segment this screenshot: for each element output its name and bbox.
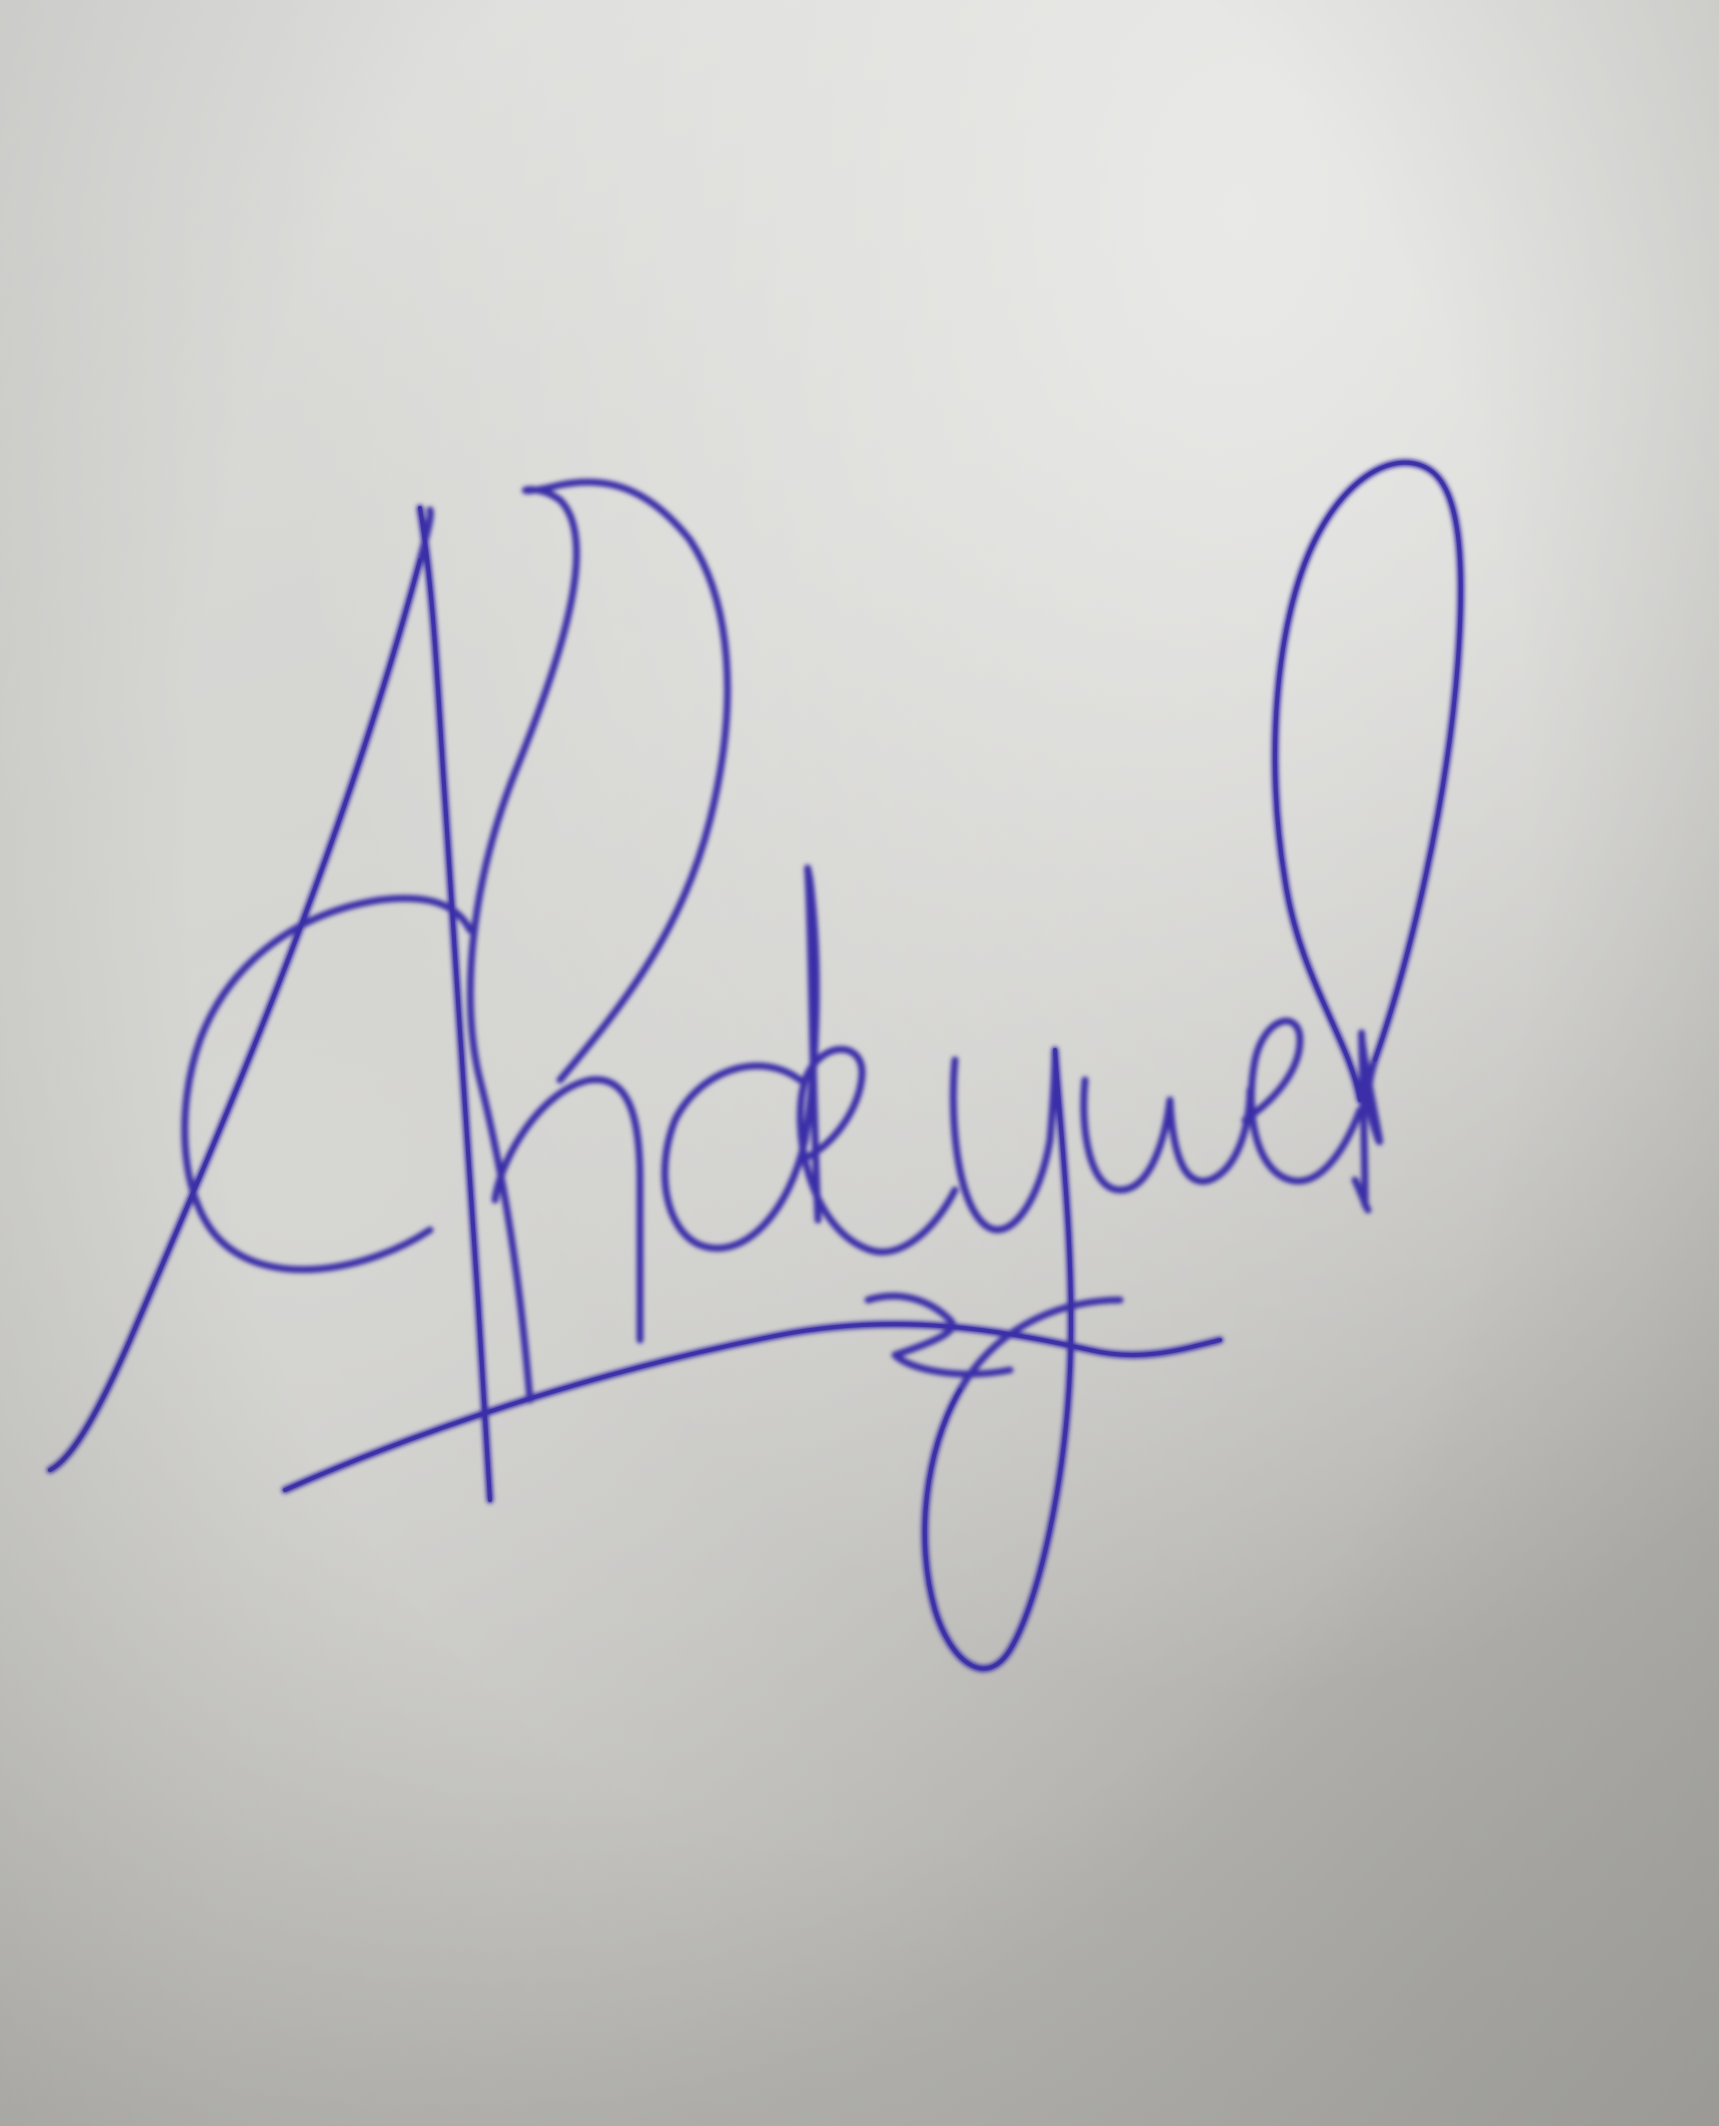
signature-stroke-a-loop — [185, 898, 470, 1269]
signature-stroke-y — [925, 1050, 1120, 1669]
signature-core-a — [50, 560, 420, 1470]
signature-stroke-a-left-leg — [50, 510, 431, 1470]
signature-stroke-g-hook — [868, 1296, 1010, 1374]
signature-stroke-d — [665, 868, 818, 1248]
signature-stroke-upper-loop — [470, 482, 727, 1400]
signature-core-l — [1275, 463, 1461, 1100]
signature-stroke-e — [800, 1049, 955, 1252]
signature-stroke-u — [1084, 1080, 1250, 1190]
signature-core-underline — [285, 1324, 1220, 1490]
